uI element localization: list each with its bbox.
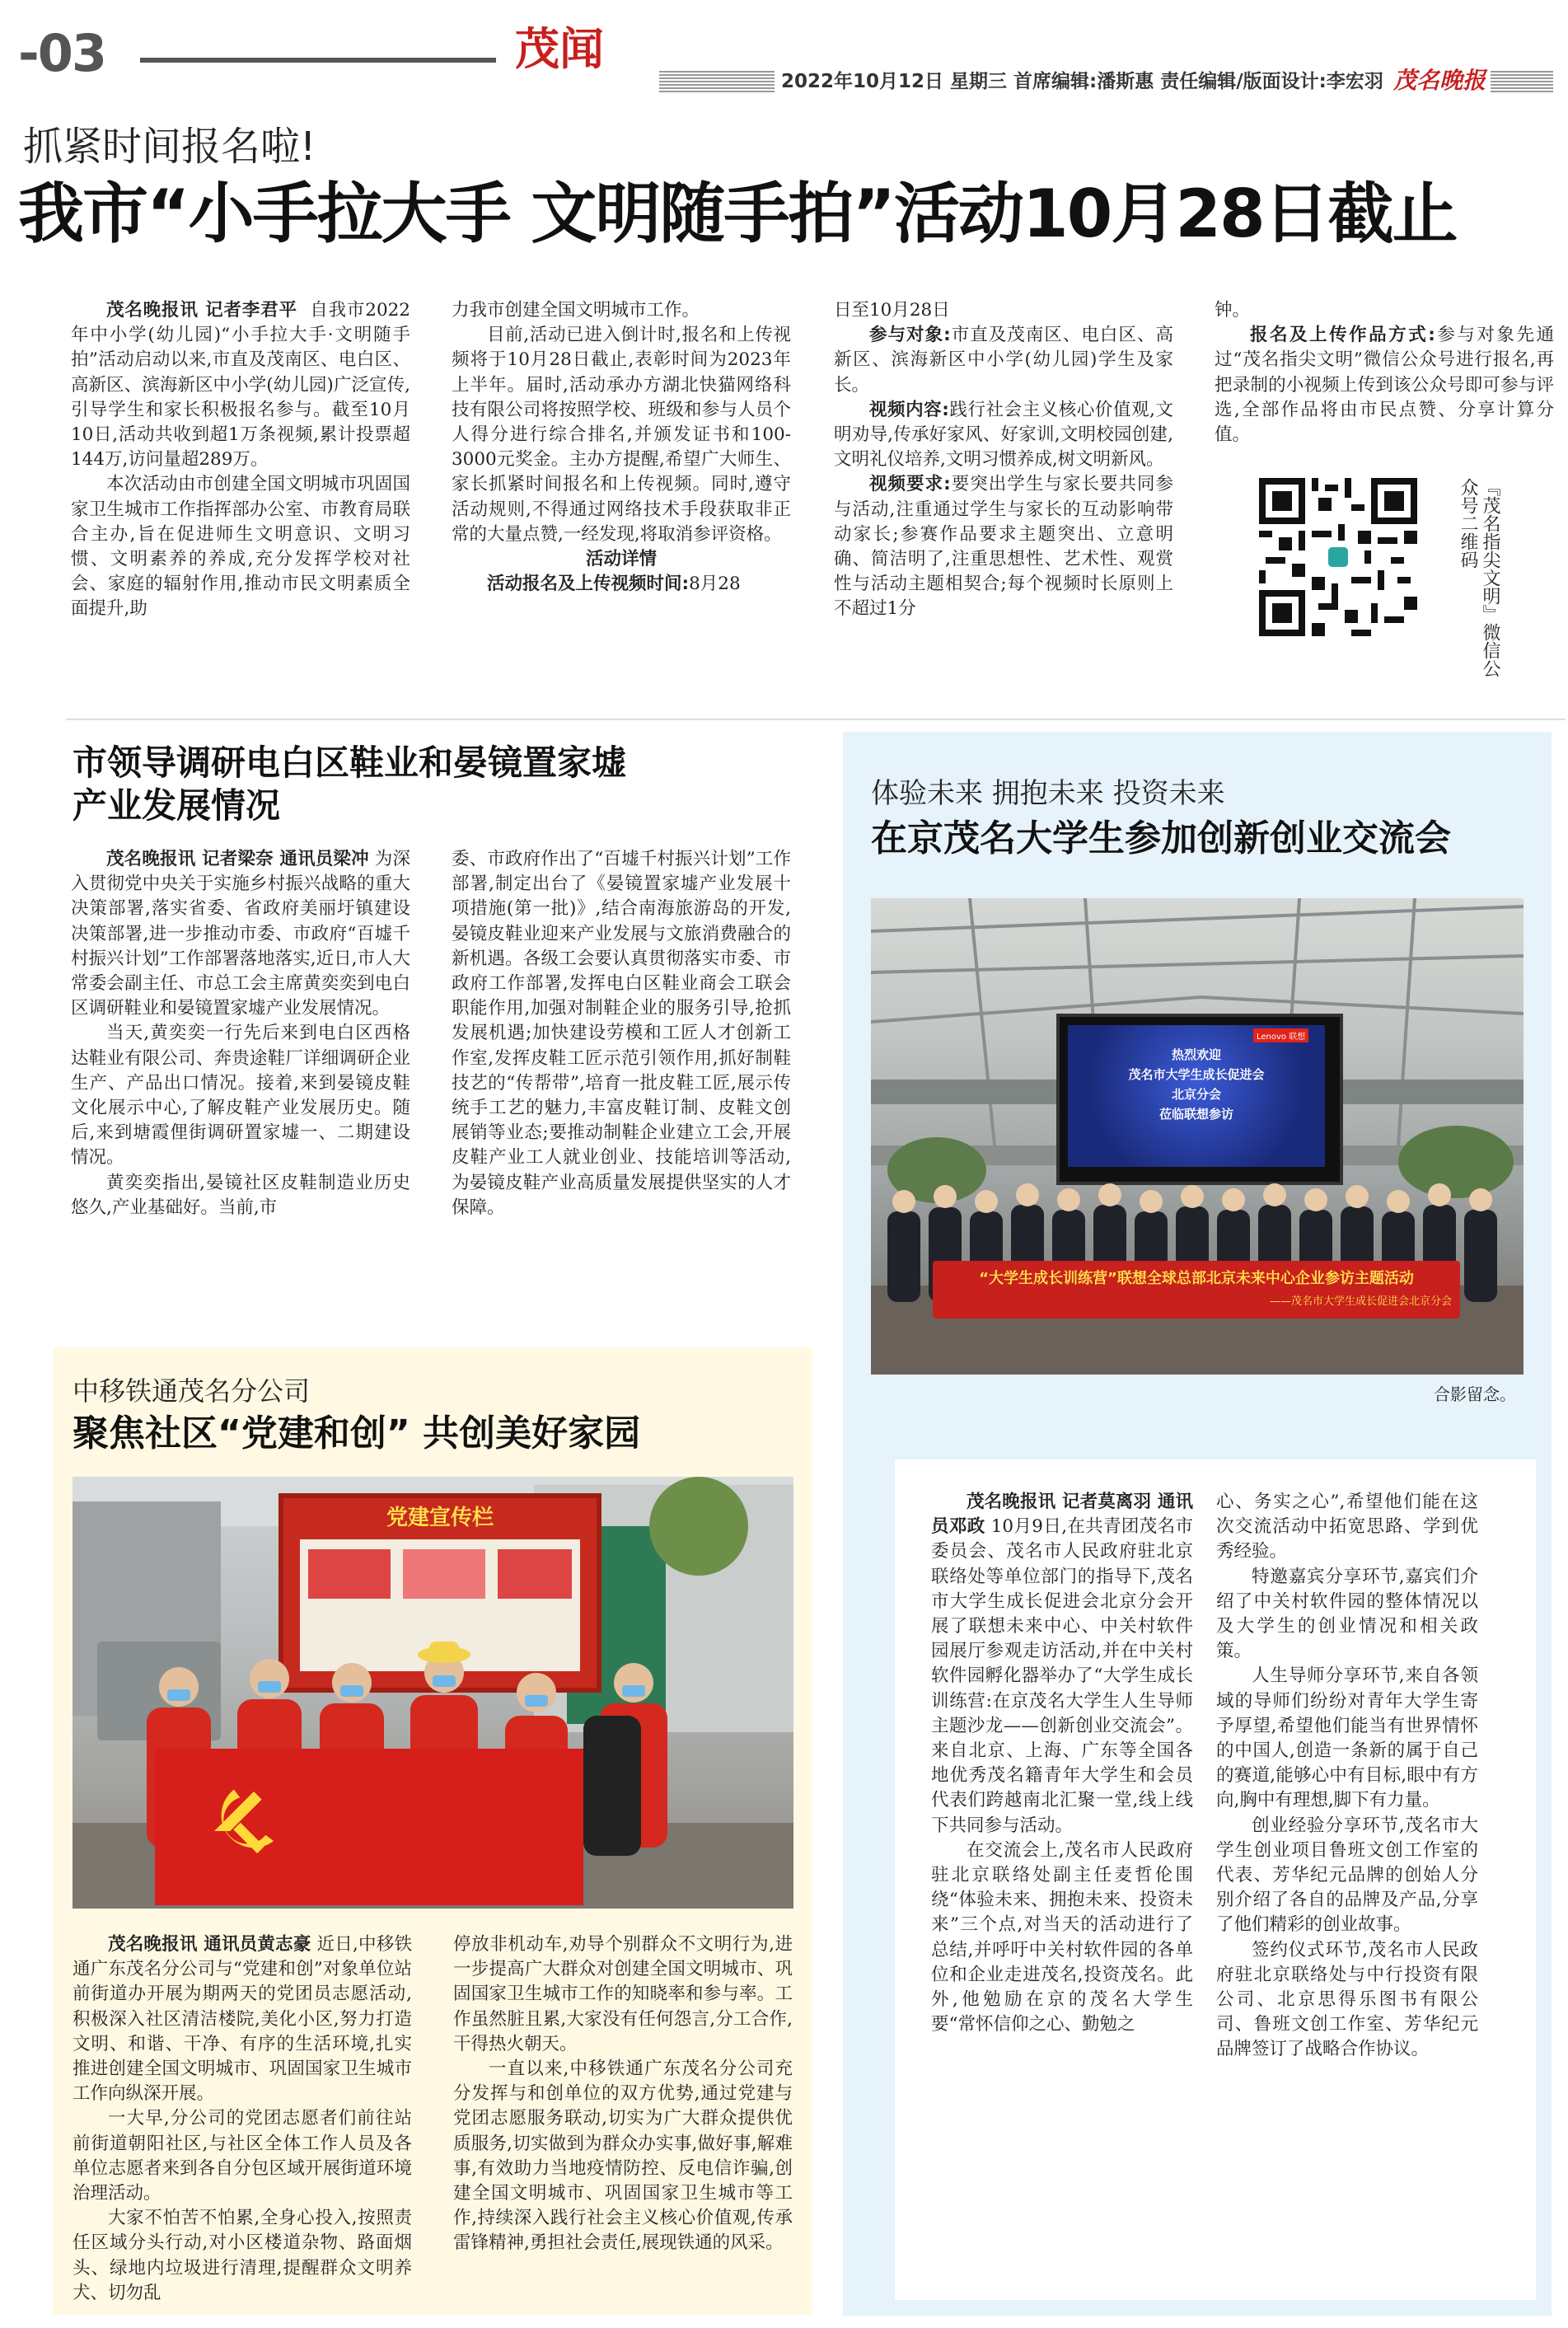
beijing-col2-cont: 心、务实之心”,希望他们能在这次交流活动中拓宽思路、学到优秀经验。 xyxy=(1216,1492,1478,1562)
beijing-col-1 xyxy=(931,1490,1193,2037)
screen-line-3: 北京分会 xyxy=(1171,1087,1221,1102)
dateline: 2022年10月12日 星期三 首席编辑:潘斯惠 责任编辑/版面设计:李宏羽 xyxy=(775,71,1390,92)
railway-col2-cont: 停放非机动车,劝导个别群众不文明行为,进一步提高广大群众对创建全国文明城市、巩固国家卫生城市工作的知晓率和参与率。工作虽然脏且累,大家没有任何怨言,分工合作,干得热火朝天。 xyxy=(453,1934,793,2054)
shoes-headline-line2: 产业发展情况 xyxy=(73,785,281,826)
lead-headline: 我市“小手拉大手 文明随手拍”活动10月28日截止 xyxy=(18,176,1457,252)
lead-col2-p2: 目前,活动已进入倒计时,报名和上传视频将于10月28日截止,表彰时间为2023年上半年。届时,活动承办方湖北快猫网络科技有限公司将按照学校、班级和参与人员个人得分进行综合排名,并颁发证书和100-3000元奖金。主办方提醒,希望广大师生、家长抓紧时间报名和上传视频。同时,遵守活动规则,不得通过网络技术手段获取非正常的大量点赞,一经发现,将取消参评资格。 xyxy=(452,325,791,545)
volunteers-graphic xyxy=(73,1477,793,1909)
railway-col-2 xyxy=(453,1932,793,2256)
lead-content-label: 视频内容: xyxy=(869,399,949,420)
screen-line-1: 热烈欢迎 xyxy=(1171,1047,1221,1062)
lead-kicker: 抓紧时间报名啦! xyxy=(23,124,316,170)
lead-col-1 xyxy=(71,298,410,622)
shoes-byline: 茂名晚报讯 记者梁奈 通讯员梁冲 xyxy=(106,849,369,869)
lead-col-4 xyxy=(1215,298,1554,447)
paper-logo: 茂名晚报 xyxy=(1388,68,1491,94)
railway-kicker: 中移铁通茂名分公司 xyxy=(73,1375,311,1407)
lead-col4-cont: 钟。 xyxy=(1215,300,1251,321)
screen-line-2: 茂名市大学生成长促进会 xyxy=(1128,1067,1265,1082)
lead-req-label: 视频要求: xyxy=(869,474,951,495)
screen-brand: Lenovo 联想 xyxy=(1253,1028,1308,1042)
beijing-caption: 合影留念。 xyxy=(1434,1384,1516,1404)
lead-col3-cont: 日至10月28日 xyxy=(834,300,950,321)
lead-how: 参与对象先通过“茂名指尖文明”微信公众号进行报名,再把录制的小视频上传到该公众号即可参与评选,全部作品将由市民点赞、分享计算分值。 xyxy=(1215,325,1554,446)
banner-text: “大学生成长训练营”联想全球总部北京未来中心企业参访主题活动 xyxy=(979,1270,1414,1287)
beijing-col2-p5: 签约仪式环节,茂名市人民政府驻北京联络处与中行投资有限公司、北京思得乐图书有限公司、鲁班文创工作室、芳华纪元品牌签订了战略合作协议。 xyxy=(1216,1939,1478,2060)
section-logo: 茂闻 xyxy=(515,23,604,75)
railway-headline: 聚焦社区“党建和创” 共创美好家园 xyxy=(73,1412,641,1454)
qr-code-graphic xyxy=(1259,478,1417,636)
group-banner xyxy=(933,1261,1460,1319)
shoes-headline-line1: 市领导调研电白区鞋业和晏镜置家墟 xyxy=(73,742,627,783)
masthead-rule-left xyxy=(140,58,496,63)
shoes-col2-text: 委、市政府作出了“百墟千村振兴计划”工作部署,制定出台了《晏镜置家墟产业发展十项措施(第一批)》,结合南海旅游岛的开发,晏镜皮鞋业迎来产业发展与文旅消费融合的新机遇。各级工会要认真贯彻落实市委、市政府工作部署,发挥电白区鞋业商会工联会职能作用,加强对制鞋企业的服务引导,抢抓发展机遇;加快建设劳模和工匠人才创新工作室,发挥皮鞋工匠示范引领作用,抓好制鞋技艺的“传帮带”,培育一批皮鞋工匠,展示传统手工艺的魅力,丰富皮鞋订制、皮鞋文创展销等业态;要推动制鞋企业建立工会,开展皮鞋产业工人就业创业、技能培训等活动,为晏镜皮鞋产业高质量发展提供坚实的人才保障。 xyxy=(452,849,791,1218)
lead-details-title: 活动详情 xyxy=(585,549,657,570)
beijing-col1-text: 10月9日,在共青团茂名市委员会、茂名市人民政府驻北京联络处等单位部门的指导下,茂名市大学生成长促进会北京分会开展了联想未来中心、中关村软件园展厅参观走访活动,并在中关村软件园孵化器举办了“大学生成长训练营:在京茂名大学生人生导师主题沙龙——创新创业交流会”。来自北京、上海、广东等全国各地优秀茂名籍青年大学生和会员代表们跨越南北汇聚一堂,线上线下共同参与活动。 xyxy=(931,1516,1193,1836)
banner-sub: ——茂名市大学生成长促进会北京分会 xyxy=(1269,1295,1452,1308)
section-divider xyxy=(66,719,1566,720)
qr-caption: 『茂名指尖文明』微信公众号二维码 xyxy=(1458,478,1500,677)
lead-col-3 xyxy=(834,298,1173,622)
lead-col2-cont: 力我市创建全国文明城市工作。 xyxy=(452,300,700,321)
shoes-col-2 xyxy=(452,847,791,1220)
beijing-headline: 在京茂名大学生参加创新创业交流会 xyxy=(871,817,1451,860)
railway-col1-p2: 一大早,分公司的党团志愿者们前往站前街道朝阳社区,与社区全体工作人员及各单位志愿者来到各自分包区域开展街道环境治理活动。 xyxy=(73,2108,412,2204)
shoes-col1-text: 为深入贯彻党中央关于实施乡村振兴战略的重大决策部署,落实省委、省政府美丽圩镇建设决策部署,进一步推动市委、市政府“百墟千村振兴计划”工作部署落地落实,近日,市人大常委会副主任、市总工会主席黄奕奕到电白区调研鞋业和晏镜置家墟产业发展情况。 xyxy=(71,849,410,1019)
lead-time-label: 活动报名及上传视频时间: xyxy=(487,574,690,595)
lead-who-label: 参与对象: xyxy=(869,325,951,346)
railway-col1-text: 近日,中移铁通广东茂名分公司与“党建和创”对象单位站前街道办开展为期两天的党团员志愿活动,积极深入社区清洁楼院,美化小区,努力打造文明、和谐、干净、有序的生活环境,扎实推进创建全国文明城市、巩固国家卫生城市工作向纵深开展。 xyxy=(73,1934,412,2105)
beijing-photo xyxy=(871,898,1524,1375)
beijing-col1-p2: 在交流会上,茂名市人民政府驻北京联络处副主任麦哲伦围绕“体验未来、拥抱未来、投资未来”三个点,对当天的活动进行了总结,并呼吁中关村软件园的各单位和企业走进茂名,投资茂名。此外,他勉励在京的茂名大学生要“常怀信仰之心、勤勉之 xyxy=(931,1839,1193,2035)
shoes-col-1 xyxy=(71,847,410,1220)
beijing-kicker: 体验未来 拥抱未来 投资未来 xyxy=(871,777,1225,810)
beijing-col2-p4: 创业经验分享环节,茂名市大学生创业项目鲁班文创工作室的代表、芳华纪元品牌的创始人分别介绍了各自的品牌及产品,分享了他们精彩的创业故事。 xyxy=(1216,1815,1478,1936)
lead-col-2 xyxy=(452,298,791,597)
shoes-col1-p3: 黄奕奕指出,晏镜社区皮鞋制造业历史悠久,产业基础好。当前,市 xyxy=(71,1172,410,1218)
lead-who: 市直及茂南区、电白区、高新区、滨海新区中小学(幼儿园)学生及家长。 xyxy=(834,325,1173,396)
beijing-byline: 茂名晚报讯 记者莫离羽 通讯员邓政 xyxy=(931,1492,1193,1538)
lead-col1-text: 自我市2022年中小学(幼儿园)“小手拉大手·文明随手拍”活动启动以来,市直及茂南区、电白区、高新区、滨海新区中小学(幼儿园)广泛宣传,引导学生和家长积极报名参与。截至10月10日,活动共收到超1万条视频,累计投票超144万,访问量超289万。 xyxy=(71,300,410,471)
qr-code xyxy=(1259,478,1417,636)
beijing-col2-p3: 人生导师分享环节,来自各领域的导师们纷纷对青年大学生寄予厚望,希望他们能当有世界情怀的中国人,创造一条新的属于自己的赛道,能够心中有目标,眼中有方向,胸中有理想,脚下有力量。 xyxy=(1216,1665,1478,1811)
beijing-col2-p2: 特邀嘉宾分享环节,嘉宾们介绍了中关村软件园的整体情况以及大学生的创业情况和相关政策。 xyxy=(1216,1566,1478,1662)
lead-content: 践行社会主义核心价值观,文明劝导,传承好家风、好家训,文明校园创建,文明礼仪培养,文明习惯养成,树文明新风。 xyxy=(834,399,1173,471)
lead-req: 要突出学生与家长要共同参与活动,注重通过学生与家长的互动影响带动家长;参赛作品要求主题突出、立意明确、简洁明了,注重思想性、艺术性、观赏性与活动主题相契合;每个视频时长原则上不超过1分 xyxy=(834,474,1173,620)
railway-photo xyxy=(73,1477,793,1909)
railway-byline: 茂名晚报讯 通讯员黄志豪 xyxy=(108,1934,311,1955)
screen-line-4: 莅临联想参访 xyxy=(1158,1107,1233,1122)
shoes-col1-p2: 当天,黄奕奕一行先后来到电白区西格达鞋业有限公司、奔贵途鞋厂详细调研企业生产、产品出口情况。接着,来到晏镜皮鞋文化展示中心,了解皮鞋产业发展历史。随后,来到塘霞俚街调研置家墟一、二期建设情况。 xyxy=(71,1023,410,1169)
page-number: -03 xyxy=(18,23,106,83)
lead-time-value: 8月28 xyxy=(689,574,741,595)
lead-how-label: 报名及上传作品方式: xyxy=(1250,325,1435,346)
lead-byline: 茂名晚报讯 记者李君平 xyxy=(106,300,297,321)
lead-col1-p2: 本次活动由市创建全国文明城市巩固国家卫生城市工作指挥部办公室、市教育局联合主办,旨在促进师生文明意识、文明习惯、文明素养的养成,充分发挥学校对社会、家庭的辐射作用,推动市民文明素质全面提升,助 xyxy=(71,474,410,620)
railway-col2-p2: 一直以来,中移铁通广东茂名分公司充分发挥与和创单位的双方优势,通过党建与党团志愿服务联动,切实为广大群众提供优质服务,切实做到为群众办实事,做好事,解难事,有效助力当地疫情防控、反电信诈骗,创建全国文明城市、巩固国家卫生城市等工作,持续深入践行社会主义核心价值观,传承雷锋精神,勇担社会责任,展现铁通的风采。 xyxy=(453,2059,793,2254)
board-title: 党建宣传栏 xyxy=(386,1506,494,1530)
shoes-headline xyxy=(73,742,626,827)
railway-col1-p3: 大家不怕苦不怕累,全身心投入,按照责任区域分头行动,对小区楼道杂物、路面烟头、绿地内垃圾进行清理,提醒群众文明养犬、切勿乱 xyxy=(73,2208,412,2303)
beijing-col-2 xyxy=(1216,1490,1478,2063)
railway-col-1 xyxy=(73,1932,412,2306)
